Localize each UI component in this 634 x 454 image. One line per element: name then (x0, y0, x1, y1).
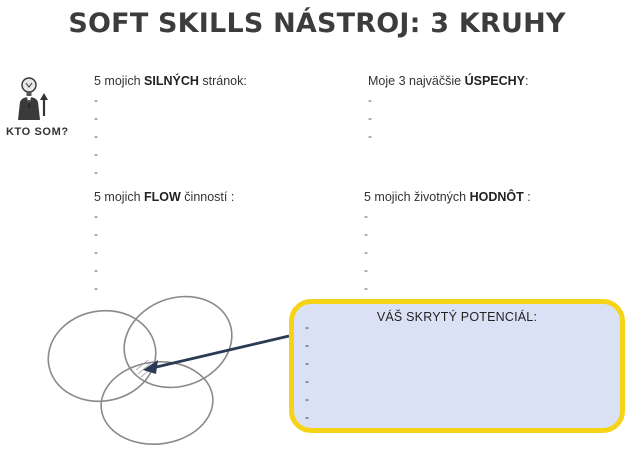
list-item: - (364, 263, 368, 277)
list-item: - (94, 281, 98, 295)
list-item: - (368, 129, 372, 143)
flow-list (94, 207, 234, 297)
list-item: - (364, 227, 368, 241)
list-item: - (94, 111, 98, 125)
circle-bottom (97, 356, 217, 449)
successes-list (368, 91, 529, 145)
list-item: - (364, 245, 368, 259)
list-item: - (368, 111, 372, 125)
list-item: - (94, 129, 98, 143)
strengths-heading: 5 mojich SILNÝCH stránok: (94, 74, 247, 88)
successes-section (368, 74, 529, 145)
list-item: - (94, 93, 98, 107)
values-heading: 5 mojich životných HODNÔT : (364, 190, 531, 204)
circle-left (41, 302, 163, 409)
list-item: - (94, 209, 98, 223)
list-item: - (305, 374, 309, 388)
values-section (364, 190, 531, 297)
person-lightbulb-icon (16, 76, 50, 122)
list-item: - (305, 320, 309, 334)
strengths-section (94, 74, 247, 181)
list-item: - (94, 165, 98, 179)
successes-heading: Moje 3 najväčšie ÚSPECHY: (368, 74, 529, 88)
potential-title: VÁŠ SKRYTÝ POTENCIÁL: (376, 310, 538, 324)
strengths-list (94, 91, 247, 181)
list-item: - (94, 147, 98, 161)
potential-list (305, 318, 309, 426)
list-item: - (305, 356, 309, 370)
flow-heading: 5 mojich FLOW činností : (94, 190, 235, 204)
flow-section (94, 190, 234, 297)
list-item: - (94, 227, 98, 241)
list-item: - (305, 410, 309, 424)
three-circles-diagram (40, 290, 310, 454)
list-item: - (305, 392, 309, 406)
values-list (364, 207, 531, 297)
list-item: - (368, 93, 372, 107)
circle-right (111, 290, 244, 402)
page-title: SOFT SKILLS NÁSTROJ: 3 KRUHY (68, 8, 566, 39)
list-item: - (94, 245, 98, 259)
list-item: - (364, 209, 368, 223)
hidden-potential-box (289, 299, 625, 433)
list-item: - (364, 281, 368, 295)
avatar-caption: KTO SOM? (6, 126, 69, 138)
list-item: - (305, 338, 309, 352)
list-item: - (94, 263, 98, 277)
